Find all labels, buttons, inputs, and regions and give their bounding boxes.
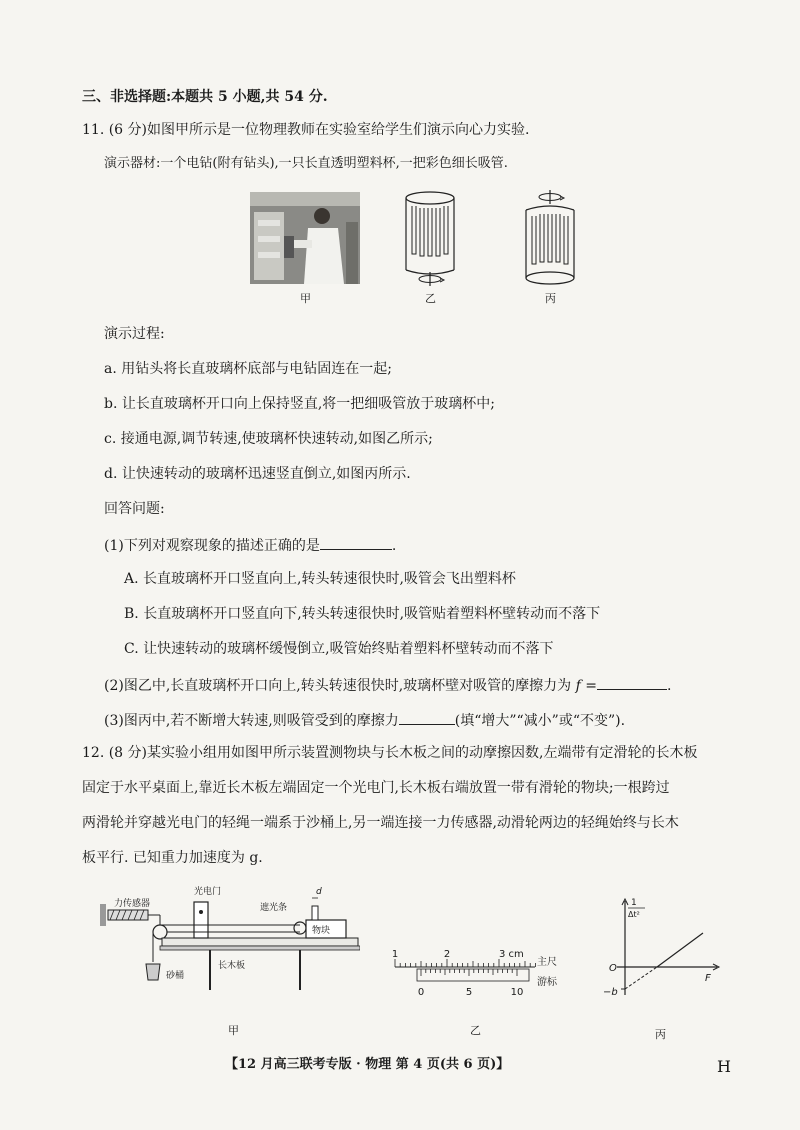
q11-photo-jia [250,192,360,284]
q11-sub3-hint: (填“增大”“减小”或“不变”). [454,713,626,729]
q11-caption-jia: 甲 [300,292,311,305]
label-board: 长木板 [218,961,246,971]
q11-sub2-blank[interactable] [597,675,667,690]
q11-sub1-text: (1)下列对观察现象的描述正确的是 [104,538,320,554]
q12-line-1: 12. (8 分)某实验小组用如图甲所示装置测物块与长木板之间的动摩擦因数,左端带有定滑轮的长木板 [82,745,698,761]
q11-process-title: 演示过程: [104,326,165,342]
label-force-sensor: 力传感器 [114,899,151,909]
label-bucket: 砂桶 [166,971,185,981]
q11-option-a: A. 长直玻璃杯开口竖直向上,转头转速很快时,吸管会飞出塑料杯 [124,571,516,587]
vernier-tick-5: 5 [465,987,473,998]
graph-y-num: 1 [631,898,637,908]
q11-option-c: C. 让快速转动的玻璃杯缓慢倒立,吸管始终贴着塑料杯壁转动而不落下 [124,641,554,657]
q12-caption-jia: 甲 [228,1024,239,1037]
main-tick-3: 3 cm [499,949,524,960]
q11-answer-title: 回答问题: [104,501,165,517]
footer-text: 【12 月高三联考专版 · 物理 第 4 页(共 6 页)】 [225,1057,510,1072]
q11-sub1-blank[interactable] [320,535,392,550]
q12-figure-jia [100,880,360,1000]
graph-intercept: −b [603,987,618,998]
vernier-tick-0: 0 [417,987,425,998]
footer-corner: H [717,1057,731,1076]
vernier-scale-label: 游标 [537,977,557,988]
graph-y-den: Δt² [628,910,640,919]
q12-line-3: 两滑轮并穿越光电门的轻绳一端系于沙桶上,另一端连接一力传感器,动滑轮两边的轻绳始终与长木 [82,815,679,831]
q12-figure-yi [385,945,565,1005]
q11-sub3-text: (3)图丙中,若不断增大转速,则吸管受到的摩擦力 [104,713,399,729]
q11-caption-bing: 丙 [545,292,556,305]
q11-sub3-blank[interactable] [399,710,455,725]
q11-caption-yi: 乙 [425,292,436,305]
q11-step-a: a. 用钻头将长直玻璃杯底部与电钻固连在一起; [104,361,392,377]
q11-step-b: b. 让长直玻璃杯开口向上保持竖直,将一把细吸管放于玻璃杯中; [104,396,496,412]
q12-line-4: 板平行. 已知重力加速度为 g. [82,850,263,866]
label-d: d [316,887,322,897]
main-tick-2: 2 [443,949,451,960]
q12-caption-yi: 乙 [470,1024,481,1037]
q11-figure-bing [520,190,580,288]
q11-sub2: (2)图乙中,长直玻璃杯开口向上,转头转速很快时,玻璃杯壁对吸管的摩擦力为 f = . [104,675,671,695]
main-scale-label: 主尺 [537,957,557,968]
graph-x-label: F [705,973,711,984]
q12-line-2: 固定于水平桌面上,靠近长木板左端固定一个光电门,长木板右端放置一带有滑轮的物块;一根跨过 [82,780,670,796]
q11-sub2-text: (2)图乙中,长直玻璃杯开口向上,转头转速很快时,玻璃杯壁对吸管的摩擦力为 [104,678,572,694]
q11-sub2-var: f = [575,678,598,694]
q11-stem: 11. (6 分)如图甲所示是一位物理教师在实验室给学生们演示向心力实验. [82,122,530,138]
label-shading-strip: 遮光条 [260,903,288,913]
q12-figure-bing [595,895,725,1005]
label-block: 物块 [312,926,331,936]
q11-sub1: (1)下列对观察现象的描述正确的是 . [104,535,396,555]
q12-caption-bing: 丙 [655,1028,666,1041]
q11-step-c: c. 接通电源,调节转速,使玻璃杯快速转动,如图乙所示; [104,431,433,447]
main-tick-1: 1 [391,949,399,960]
q11-option-b: B. 长直玻璃杯开口竖直向下,转头转速很快时,吸管贴着塑料杯壁转动而不落下 [124,606,601,622]
q11-materials: 演示器材:一个电钻(附有钻头),一只长直透明塑料杯,一把彩色细长吸管. [104,156,508,171]
q11-sub3 [104,710,625,730]
graph-origin: O [609,963,617,974]
vernier-tick-10: 10 [510,987,524,998]
section-heading: 三、非选择题:本题共 5 小题,共 54 分. [82,89,328,105]
label-photogate: 光电门 [194,887,222,897]
q11-figure-yi [400,186,460,286]
q11-step-d: d. 让快速转动的玻璃杯迅速竖直倒立,如图丙所示. [104,466,411,482]
